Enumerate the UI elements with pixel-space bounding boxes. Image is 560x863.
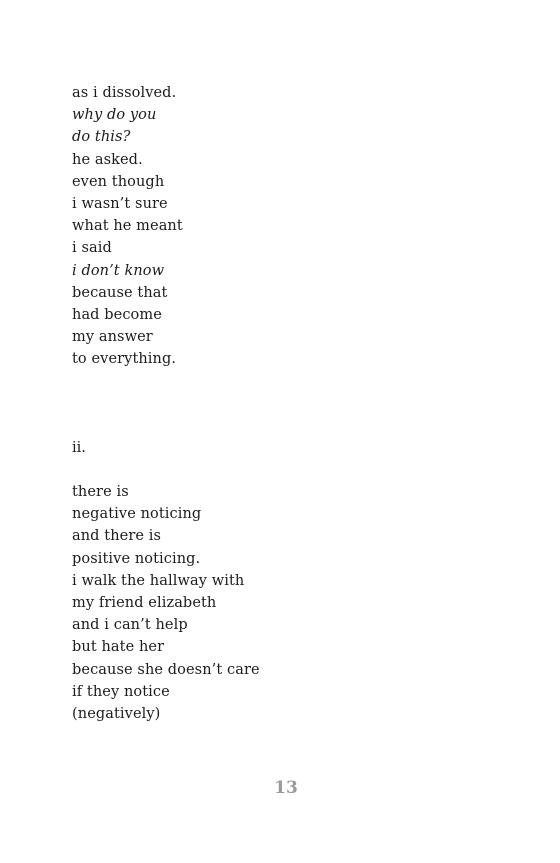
poem-line: but hate her [72, 639, 165, 656]
poem-stanza-1 [72, 82, 472, 370]
poem-line: if they notice [72, 683, 170, 700]
poem-line: had become [72, 306, 162, 323]
poem-line: negative noticing [72, 506, 202, 523]
poem-line: i don’t know [72, 262, 165, 279]
poem-line: as i dissolved. [72, 85, 177, 101]
poem-line: positive noticing. [72, 550, 201, 567]
poem-line: even though [72, 173, 165, 190]
poem-line: and there is [72, 528, 162, 545]
page-number: 13 [274, 778, 298, 798]
poem-line: i walk the hallway with [72, 572, 245, 589]
poem-line: i said [72, 240, 112, 257]
poem-line: my friend elizabeth [72, 594, 217, 611]
poem-stanza-2 [72, 481, 472, 725]
poem-line: to everything. [72, 351, 177, 368]
poem-line: because she doesn’t care [72, 661, 260, 678]
poem-line: my answer [72, 329, 153, 346]
poem-line: he asked. [72, 151, 143, 168]
poem-line: because that [72, 284, 168, 301]
poem-line: and i can’t help [72, 617, 188, 634]
poem-line: i wasn’t sure [72, 195, 168, 212]
poem-line: why do you [72, 107, 157, 124]
poem-line: (negatively) [72, 705, 161, 722]
section-heading: ii. [72, 440, 86, 456]
poem-line: what he meant [72, 218, 183, 235]
poem-line: there is [72, 484, 129, 500]
poem-line: do this? [72, 129, 131, 146]
